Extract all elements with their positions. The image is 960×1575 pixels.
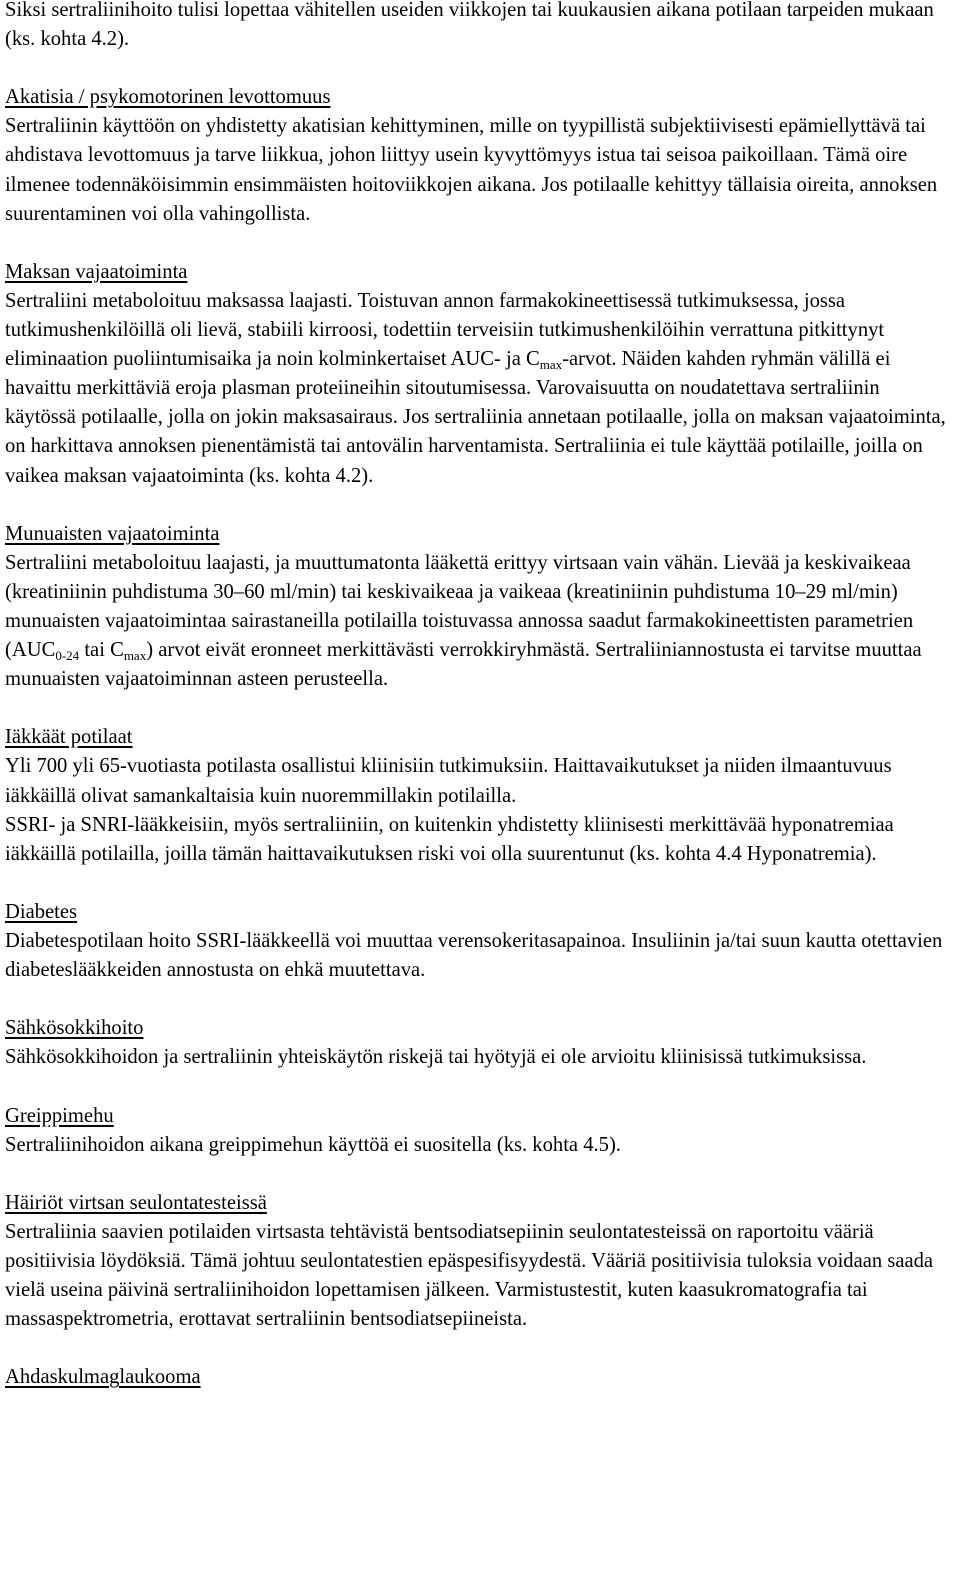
spacer	[5, 229, 955, 258]
virtsa-paragraph: Sertraliinia saavien potilaiden virtsasta tehtävistä bentsodiatsepiinin seulontatesteissä on raportoitu vääriä positiivisia löydöksiä. Tämä johtuu seulontatestien epäspesifisyydestä. Vääriä positiivisia tuloksia voidaan saada vielä useina päivinä sertraliinihoidon lopettamisen jälkeen. Varmistustestit, kuten kaasukromatografia tai massaspektrometria, erottavat sertraliinin bentsodiatsepiineista.	[5, 1220, 934, 1331]
sahkosokki-heading: Sähkösokkihoito	[5, 1017, 144, 1040]
document-page	[5, 0, 955, 1393]
maksa-subscript-max: max	[539, 357, 563, 373]
spacer	[5, 1160, 955, 1189]
spacer	[5, 869, 955, 898]
munuaiset-paragraph	[5, 549, 955, 694]
iakkaat-heading: Iäkkäät potilaat	[5, 726, 133, 749]
spacer	[5, 694, 955, 723]
munuaiset-text-1: Sertraliini metaboloituu laajasti, ja muuttumatonta lääkettä erittyy virtsaan vain vähän. Lievää ja keskivaikeaa (kreatiniinin puhdistuma 30–60 ml/min) tai keskivaikeaa ja vaikeaa (kreatiniinin puhdistuma 10–29 ml/min) munuaisten vajaatoimintaa sairastaneilla potilailla toistuvassa annossa saadut farmakokineettisten parametrien (AUC	[5, 551, 914, 662]
diabetes-paragraph: Diabetespotilaan hoito SSRI-lääkkeellä voi muuttaa verensokeritasapainoa. Insuliinin ja/tai suun kautta otettavien diabeteslääkkeiden annostusta on ehkä muutettava.	[5, 930, 943, 982]
munuaiset-heading: Munuaisten vajaatoiminta	[5, 522, 220, 545]
virtsa-heading: Häiriöt virtsan seulontatesteissä	[5, 1191, 267, 1214]
maksa-text-1: Sertraliini metaboloituu maksassa laajasti. Toistuvan annon farmakokineettisessä tutkimuksessa, jossa tutkimushenkilöillä oli lievä, stabiili kirroosi, todettiin terveisiin tutkimushenkilöihin verrattuna pitkittynyt eliminaation puoliintumisaika ja noin kolminkertaiset AUC- ja C	[5, 289, 885, 371]
munuaiset-text-2: tai C	[79, 639, 124, 662]
greippi-paragraph: Sertraliinihoidon aikana greippimehun käyttöä ei suositella (ks. kohta 4.5).	[5, 1133, 621, 1156]
diabetes-heading: Diabetes	[5, 900, 78, 923]
iakkaat-paragraph-1: Yli 700 yli 65-vuotiasta potilasta osallistui kliinisiin tutkimuksiin. Haittavaikutukset ja niiden ilmaantuvuus iäkkäillä olivat samankaltaisia kuin nuoremmillakin potilailla.	[5, 755, 892, 807]
akatisia-paragraph: Sertraliinin käyttöön on yhdistetty akatisian kehittyminen, mille on tyypillistä subjektiivisesti epämiellyttävä tai ahdistava levottomuus ja tarve liikkua, johon liittyy usein kyvyttömyys istua tai seisoa paikoillaan. Tämä oire ilmenee todennäköisimmin ensimmäisten hoitoviikkojen aikana. Jos potilaalle kehittyy tällaisia oireita, annoksen suurentaminen voi olla vahingollista.	[5, 115, 938, 225]
intro-paragraph: Siksi sertraliinihoito tulisi lopettaa vähitellen useiden viikkojen tai kuukausien aikana potilaan tarpeiden mukaan (ks. kohta 4.2).	[5, 0, 934, 51]
maksa-text-2: -arvot. Näiden kahden ryhmän välillä ei havaittu merkittäviä eroja plasman proteiineihin sitoutumisessa. Varovaisuutta on noudatettava sertraliinin käytössä potilaalle, jolla on jokin maksasairaus. Jos sertraliinia annetaan potilaalle, jolla on maksan vajaatoiminta, on harkittava annoksen pienentämistä tai antovälin harventamista. Sertraliinia ei tule käyttää potilaille, joilla on vaikea maksan vajaatoiminta (ks. kohta 4.2).	[5, 348, 946, 487]
maksa-paragraph	[5, 287, 955, 491]
spacer	[5, 1334, 955, 1363]
iakkaat-paragraph-2: SSRI- ja SNRI-lääkkeisiin, myös sertraliiniin, on kuitenkin yhdistetty kliinisesti merkittävää hyponatremiaa iäkkäillä potilailla, joilla tämän haittavaikutuksen riski voi olla suurentunut (ks. kohta 4.4 Hyponatremia).	[5, 813, 894, 865]
munuaiset-subscript-auc: 0-24	[55, 648, 80, 664]
munuaiset-subscript-max: max	[123, 648, 147, 664]
akatisia-heading: Akatisia / psykomotorinen levottomuus	[5, 86, 331, 109]
munuaiset-text-3: ) arvot eivät eronneet merkittävästi verrokkiryhmästä. Sertraliiniannostusta ei tarvitse muuttaa munuaisten vajaatoiminnan asteen perusteella.	[5, 639, 922, 691]
spacer	[5, 985, 955, 1014]
spacer	[5, 1072, 955, 1101]
ahdaskulma-heading: Ahdaskulmaglaukooma	[5, 1366, 201, 1389]
spacer	[5, 491, 955, 520]
greippi-heading: Greippimehu	[5, 1104, 114, 1127]
sahkosokki-paragraph: Sähkösokkihoidon ja sertraliinin yhteiskäytön riskejä tai hyötyjä ei ole arvioitu kliinisissä tutkimuksissa.	[5, 1046, 867, 1069]
maksa-heading: Maksan vajaatoiminta	[5, 260, 188, 283]
spacer	[5, 54, 955, 83]
